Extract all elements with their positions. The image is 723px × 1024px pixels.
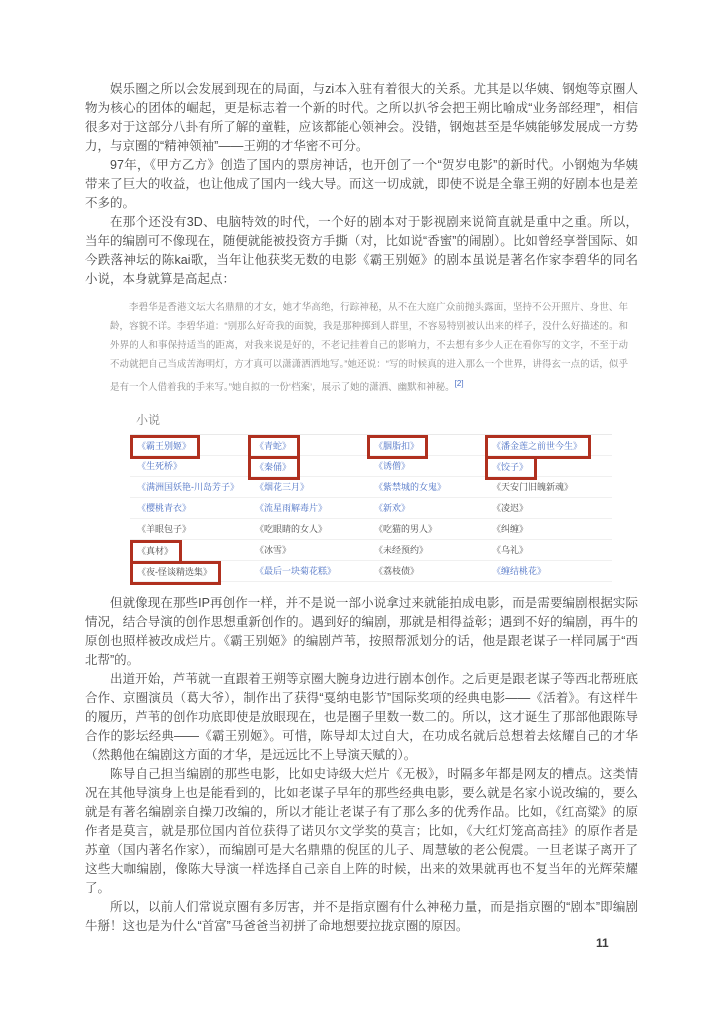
novel-link[interactable]: 《流星雨解毒片》 bbox=[255, 503, 328, 514]
author-bio-quote bbox=[110, 298, 628, 397]
reference-link[interactable]: [2] bbox=[454, 379, 464, 388]
quote-text: 李碧华是香港文坛大名鼎鼎的才女，她才华高绝，行踪神秘，从不在大庭广众前抛头露面，坚持不公开照片、身世、年龄，容貌不详。李碧华道：“别那么好奇我的面貌，我是那种掷到人群里，不容易特别被认出来的样子，没什么好描述的。和外界的人和事保持适当的距离，对我来说是好的，不老记挂着自己的影响力，不去想有多少人正在看你写的文字，不至于动不动就把自己当成苦海明灯，方才真可以潇潇洒洒地写。”她还说：“写的时候真的进入那么一个世界，讲得玄一点的话，似乎是有一个人借着我的手来写。”她自拟的一份‘档案’，展示了她的潇洒、幽默和神秘。 bbox=[110, 302, 628, 394]
table-row bbox=[248, 477, 367, 498]
table-row bbox=[367, 456, 485, 477]
paragraph: 在那个还没有3D、电脑特效的时代，一个好的剧本对于影视剧来说简直就是重中之重。所以，当年的编剧可不像现在，随便就能被投资方手撕（对，比如说“香蜜”的闹剧）。比如曾经享誉国际、如今跌落神坛的陈kai歌，当年让他获奖无数的电影《霸王别姬》的剧本虽说是著名作家李碧华的同名小说，本身就算是高起点： bbox=[85, 215, 638, 286]
novel-link[interactable]: 《烟花三月》 bbox=[255, 482, 310, 493]
novel-link[interactable]: 《秦俑》 bbox=[248, 456, 300, 480]
table-row bbox=[130, 498, 248, 519]
table-row bbox=[248, 498, 367, 519]
novel-title: 《羊眼包子》 bbox=[137, 524, 192, 535]
table-row bbox=[367, 519, 485, 540]
table-row bbox=[485, 435, 612, 456]
novel-title: 《吃眼睛的女人》 bbox=[255, 524, 328, 535]
paragraph: 娱乐圈之所以会发展到现在的局面，与zi本入驻有着很大的关系。尤其是以华姨、钢炮等京圈人物为核心的团体的崛起，更是标志着一个新的时代。之所以扒爷会把王朔比喻成“业务部经理”，相信很多对于这部分八卦有所了解的童鞋，应该都能心领神会。没错，钢炮甚至是华姨能够发展成一方势力，与京圈的“精神领袖”——王朔的才华密不可分。 bbox=[85, 82, 638, 153]
novel-title: 《凌迟》 bbox=[492, 503, 529, 514]
novel-link[interactable]: 《霸王别姬》 bbox=[130, 435, 200, 459]
table-row bbox=[367, 540, 485, 561]
novel-link[interactable]: 《满洲国妖艳-川岛芳子》 bbox=[137, 482, 239, 493]
table-row bbox=[130, 519, 248, 540]
paragraph: 97年，《甲方乙方》创造了国内的票房神话，也开创了一个“贺岁电影”的新时代。小钢炮为华姨带来了巨大的收益，也让他成了国内一线大导。而这一切成就，即使不说是全靠王朔的好剧本也是差不多的。 bbox=[85, 158, 638, 210]
table-row bbox=[248, 540, 367, 561]
novel-grid bbox=[130, 435, 612, 582]
table-row bbox=[248, 561, 367, 582]
table-row bbox=[130, 435, 248, 456]
page-number: 11 bbox=[596, 936, 609, 950]
table-row bbox=[485, 456, 612, 477]
paragraph: 但就像现在那些IP再创作一样，并不是说一部小说拿过来就能拍成电影，而是需要编剧根据实际情况，结合导演的创作思想重新创作的。遇到好的编剧，那就是相得益彰；遇到不好的编剧，再牛的原创也照样被改成烂片。《霸王别姬》的编剧芦苇，按照帮派划分的话，他是跟老谋子一样同属于“西北帮”的。 bbox=[85, 596, 638, 668]
paragraph: 所以，以前人们常说京圈有多厉害，并不是指京圈有什么神秘力量，而是指京圈的“剧本”即编剧牛掰！这也是为什么“首富”马爸爸当初拼了命地想要拉拢京圈的原因。 bbox=[85, 900, 638, 934]
table-row bbox=[485, 477, 612, 498]
novel-link[interactable]: 《饺子》 bbox=[485, 456, 537, 480]
novel-title: 《真材》 bbox=[130, 540, 182, 564]
paragraph: 出道开始，芦苇就一直跟着王朔等京圈大腕身边进行剧本创作。之后更是跟老谋子等西北帮班底合作、京圈演员（葛大爷），制作出了获得“戛纳电影节”国际奖项的经典电影——《活着》。有这样牛的履历，芦苇的创作功底即使是放眼现在，也是圈子里数一数二的。所以，这才诞生了那部他跟陈导合作的影坛经典——《霸王别姬》。可惜，陈导却太过自大，在功成名就后总想着去炫耀自己的才华（然鹅他在编剧这方面的才华，是远远比不上导演天赋的）。 bbox=[85, 672, 638, 763]
novel-link[interactable]: 《青蛇》 bbox=[248, 435, 300, 459]
novel-title: 《荔枝债》 bbox=[374, 566, 420, 577]
table-row bbox=[130, 456, 248, 477]
novel-list-table bbox=[130, 411, 612, 582]
novel-link[interactable]: 《最后一块菊花糕》 bbox=[255, 566, 337, 577]
novel-link[interactable]: 《潘金莲之前世今生》 bbox=[485, 435, 591, 459]
article-body bbox=[85, 80, 638, 936]
table-row bbox=[367, 498, 485, 519]
table-section-title: 小说 bbox=[130, 411, 612, 435]
novel-title: 《吃猫的男人》 bbox=[374, 524, 438, 535]
novel-link[interactable]: 《诱僧》 bbox=[374, 461, 411, 472]
novel-link[interactable]: 《生死桥》 bbox=[137, 461, 183, 472]
table-row bbox=[367, 435, 485, 456]
table-row bbox=[130, 561, 248, 582]
novel-title: 《乌礼》 bbox=[492, 545, 529, 556]
table-row bbox=[485, 519, 612, 540]
novel-link[interactable]: 《紫禁城的女鬼》 bbox=[374, 482, 447, 493]
novel-title: 《天安门旧魄新魂》 bbox=[492, 482, 574, 493]
novel-title: 《纠缠》 bbox=[492, 524, 529, 535]
novel-title: 《未经预约》 bbox=[374, 545, 429, 556]
novel-link[interactable]: 《胭脂扣》 bbox=[367, 435, 428, 459]
table-row bbox=[485, 561, 612, 582]
novel-title: 《冰雪》 bbox=[255, 545, 292, 556]
table-row bbox=[367, 561, 485, 582]
table-row bbox=[367, 477, 485, 498]
paragraph: 陈导自己担当编剧的那些电影，比如史诗级大烂片《无极》，时隔多年都是网友的槽点。这类情况在其他导演身上也是能看到的，比如老谋子早年的那些经典电影，要么就是名家小说改编的，要么就是有著名编剧亲自操刀改编的，所以才能让老谋子有了那么多的优秀作品。比如，《红高粱》的原作者是莫言，就是那位国内首位获得了诺贝尔文学奖的莫言；比如，《大红灯笼高高挂》的原作者是苏童（国内著名作家），而编剧可是大名鼎鼎的倪匡的儿子、周慧敏的老公倪震。一旦老谋子离开了这些大咖编剧，像陈大导演一样选择自己亲自上阵的时候，出来的效果就再也不复当年的光辉荣耀了。 bbox=[85, 767, 638, 896]
table-row bbox=[248, 519, 367, 540]
novel-link[interactable]: 《缠结桃花》 bbox=[492, 566, 547, 577]
table-row bbox=[485, 498, 612, 519]
table-row bbox=[485, 540, 612, 561]
table-row bbox=[248, 435, 367, 456]
table-row bbox=[130, 477, 248, 498]
table-row bbox=[130, 540, 248, 561]
novel-link[interactable]: 《新欢》 bbox=[374, 503, 411, 514]
novel-link[interactable]: 《樱桃青衣》 bbox=[137, 503, 192, 514]
novel-title: 《夜-怪谈精选集》 bbox=[130, 561, 221, 585]
table-row bbox=[248, 456, 367, 477]
